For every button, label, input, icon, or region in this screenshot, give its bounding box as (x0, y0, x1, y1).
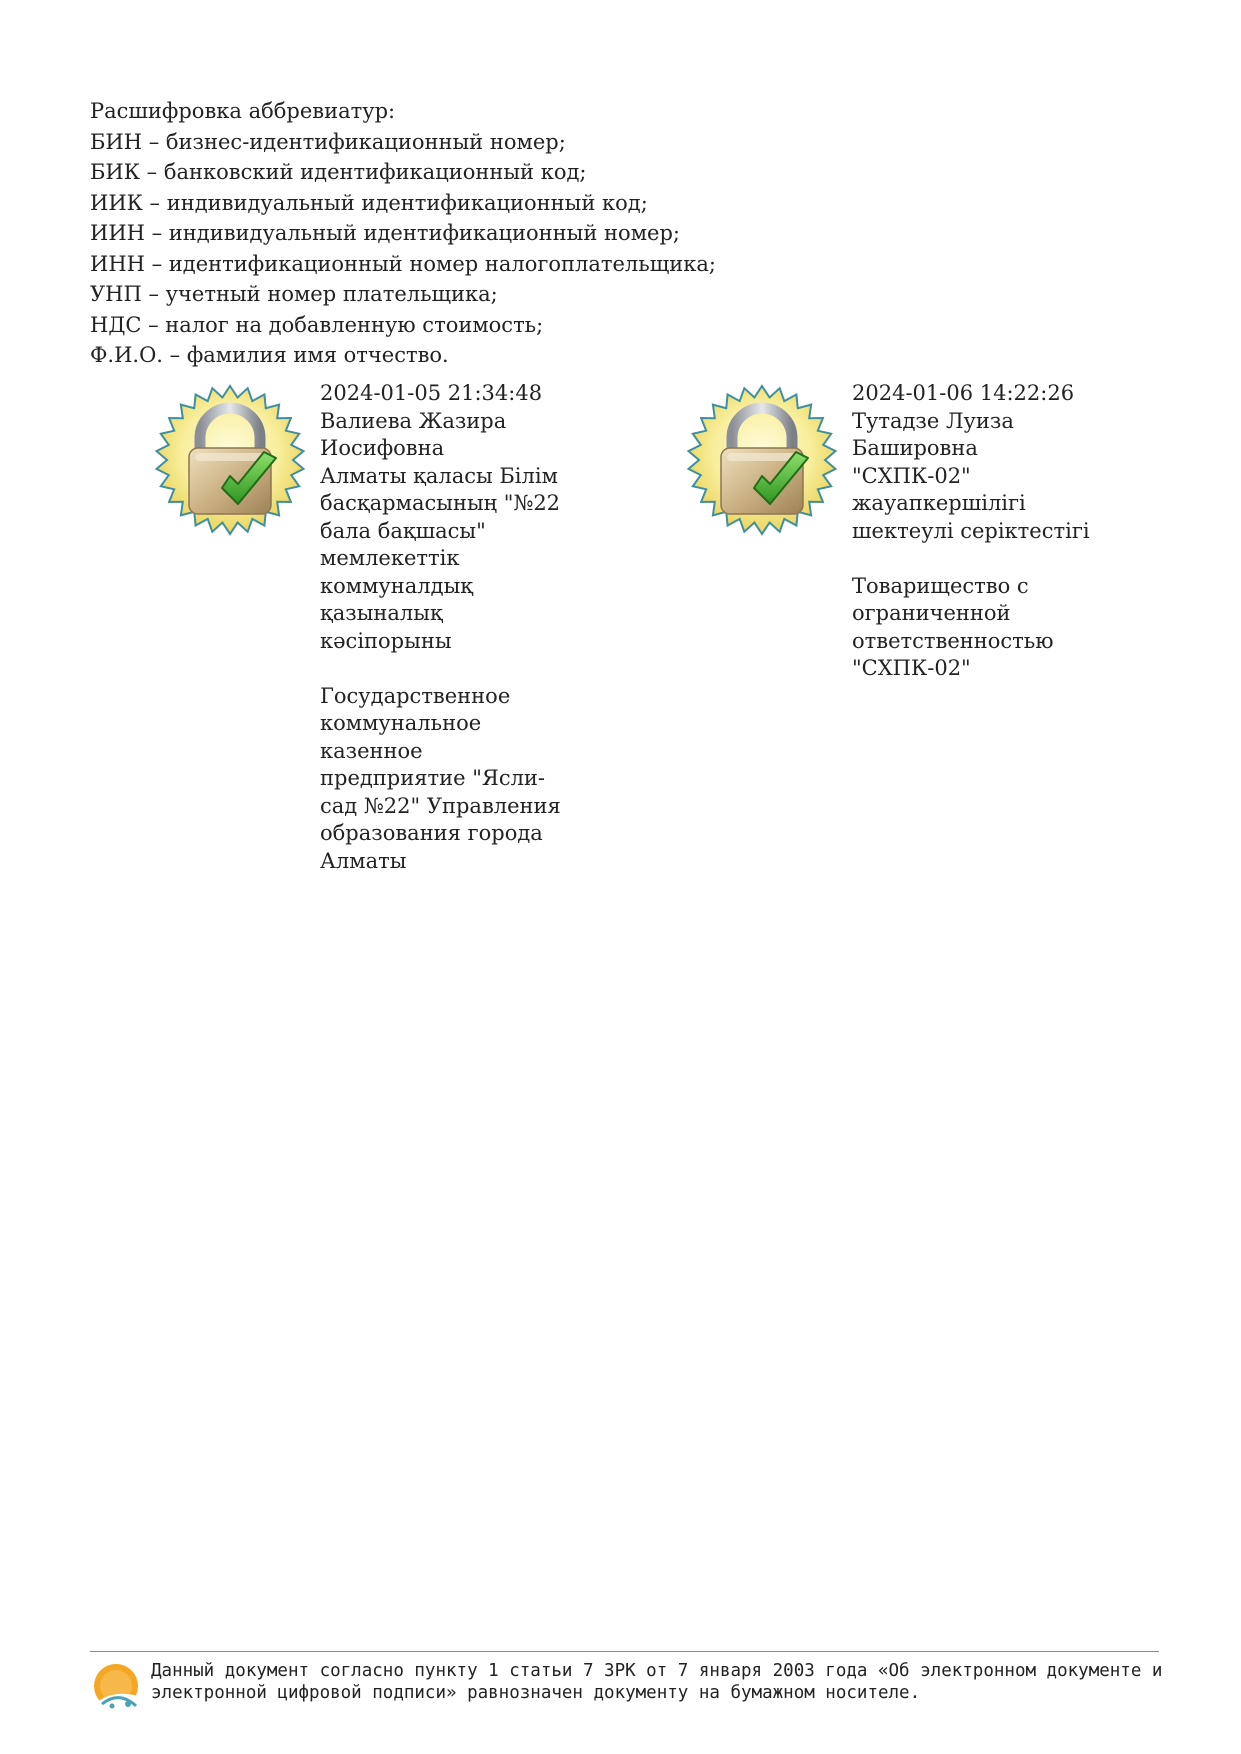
padlock-check-seal-icon (152, 380, 308, 540)
org-kz-line: бала бақшасы" (320, 518, 486, 543)
org-ru-line: образования города (320, 821, 543, 845)
org-ru-line: Товарищество с (852, 573, 1029, 598)
org-kz-line: мемлекеттік (320, 546, 460, 570)
org-ru-line: предприятие "Ясли- (320, 766, 546, 790)
abbreviation-item: НДС – налог на добавленную стоимость; (90, 312, 544, 337)
org-ru-line: Алматы (320, 848, 407, 873)
signer-name-line: Тутадзе Луиза (852, 408, 1014, 433)
signature-details (320, 380, 590, 875)
abbreviation-item: БИН – бизнес-идентификационный номер; (90, 129, 566, 154)
org-kz-line: басқармасының "№22 (320, 491, 561, 515)
org-ru-line: ответственностью (852, 628, 1054, 653)
org-ru-line: сад №22" Управления (320, 793, 561, 818)
abbreviation-item: ИИК – индивидуальный идентификационный код; (90, 190, 648, 215)
org-kz-line: қазыналық (320, 601, 443, 625)
org-ru-line: Государственное (320, 683, 511, 708)
org-kz-line: шектеулі серіктестігі (852, 518, 1090, 543)
signer-name-line: Башировна (852, 436, 978, 460)
org-kz-line: жауапкершілігі (852, 491, 1026, 515)
org-ru-line: казенное (320, 738, 423, 763)
org-kz-line: коммуналдық (320, 573, 474, 598)
abbreviations-heading: Расшифровка аббревиатур: (90, 99, 396, 123)
padlock-check-seal-icon (684, 380, 840, 540)
org-ru-line: коммунальное (320, 711, 482, 735)
org-kz-line: кәсіпорыны (320, 628, 452, 653)
footer-line: Данный документ согласно пункту 1 статьи 7 ЗРК от 7 января 2003 года «Об электронном документе и (151, 1661, 1163, 1681)
spacer (320, 655, 590, 683)
signature-details (852, 380, 1122, 683)
signer-name-line: Иосифовна (320, 436, 445, 460)
abbreviation-item: ИИН – индивидуальный идентификационный номер; (90, 221, 680, 245)
signature-timestamp: 2024-01-06 14:22:26 (852, 381, 1075, 405)
abbreviation-item: БИК – банковский идентификационный код; (90, 160, 587, 184)
footer-divider (90, 1651, 1159, 1652)
abbreviation-item: Ф.И.О. – фамилия имя отчество. (90, 343, 449, 367)
abbreviations-block (90, 96, 716, 371)
org-kz-line: Алматы қаласы Білім (320, 463, 558, 488)
org-ru-line: "СХПК-02" (852, 656, 971, 680)
signature-timestamp: 2024-01-05 21:34:48 (320, 381, 543, 405)
egov-sun-logo-icon (92, 1660, 144, 1712)
abbreviation-item: ИНН – идентификационный номер налогоплательщика; (90, 251, 716, 276)
footer-legal-notice (151, 1660, 1163, 1704)
spacer (852, 545, 1122, 573)
org-ru-line: ограниченной (852, 601, 1011, 625)
footer-line: электронной цифровой подписи» равнозначен документу на бумажном носителе. (151, 1683, 921, 1703)
org-kz-line: "СХПК-02" (852, 463, 971, 488)
abbreviation-item: УНП – учетный номер плательщика; (90, 282, 498, 306)
signer-name-line: Валиева Жазира (320, 408, 507, 433)
